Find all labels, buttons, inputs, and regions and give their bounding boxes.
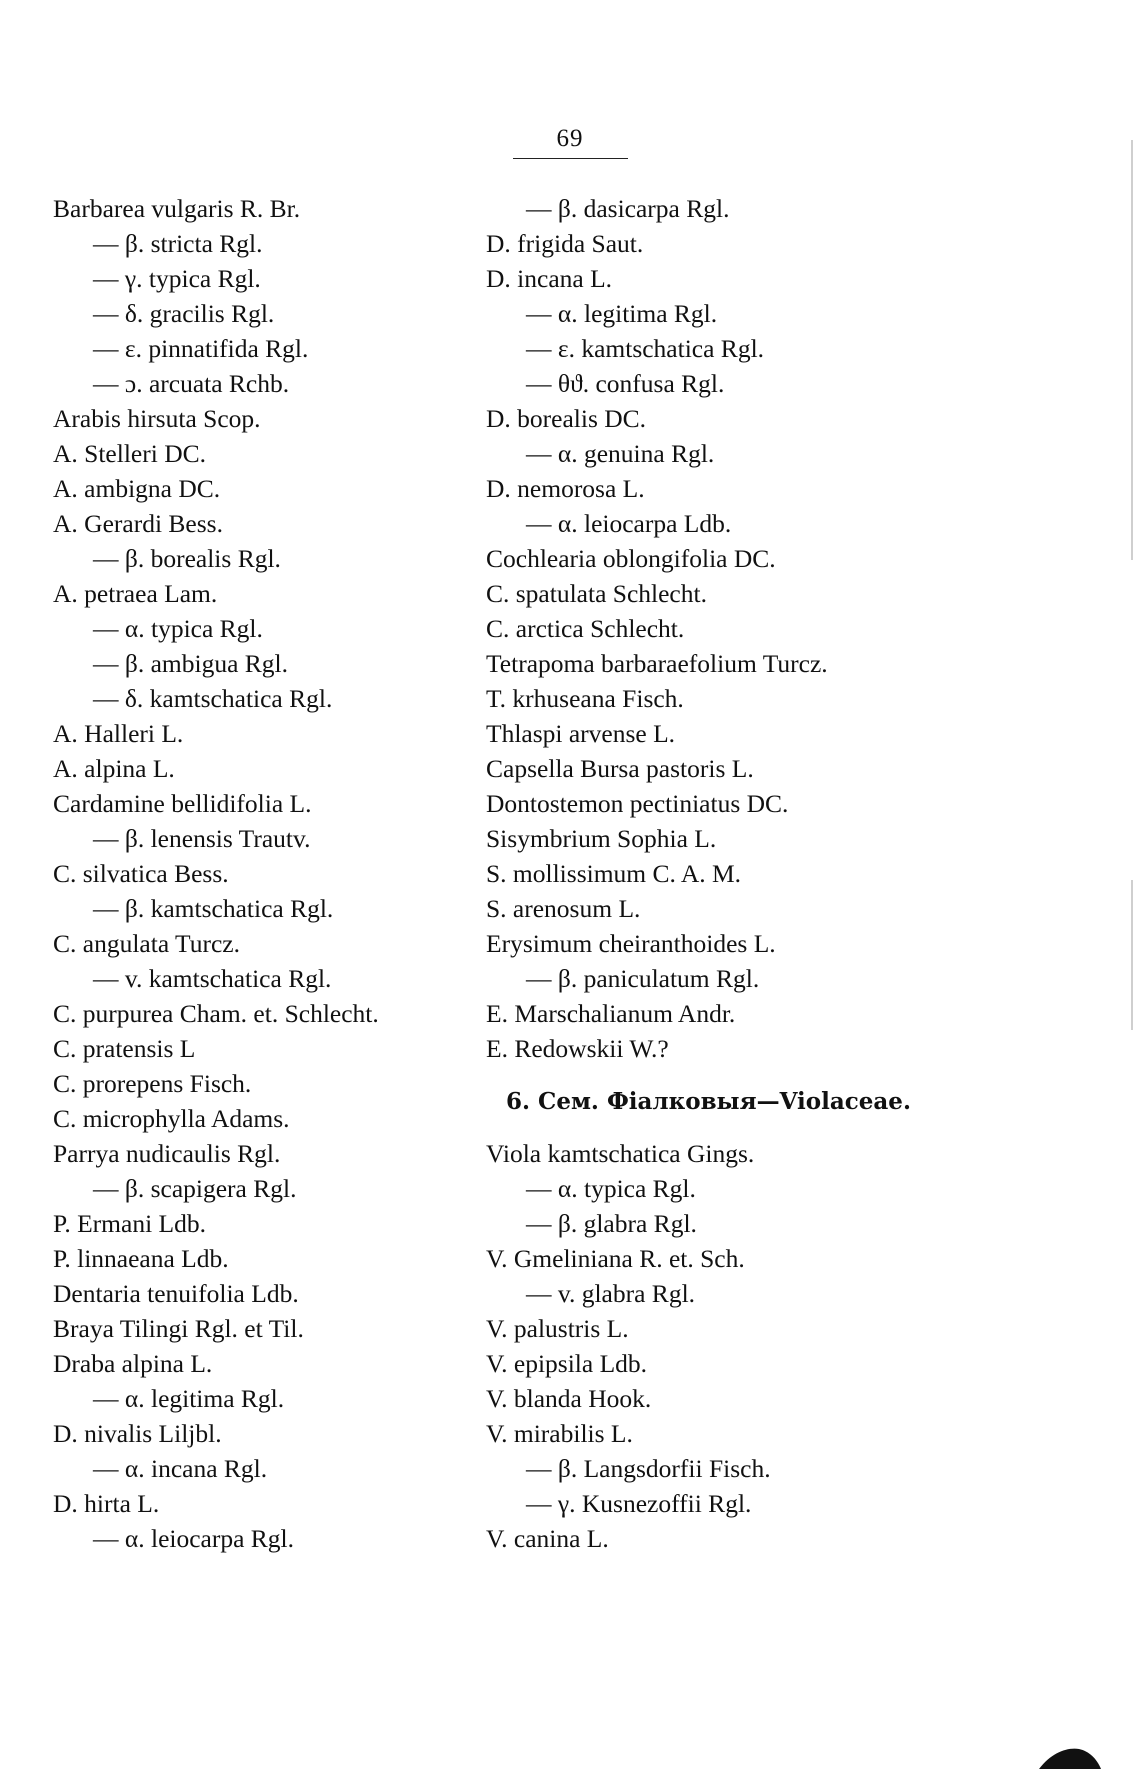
variety-entry: — α. leiocarpa Rgl. — [93, 1524, 295, 1553]
variety-entry: — β. borealis Rgl. — [93, 544, 281, 573]
left-column — [53, 191, 473, 1556]
species-entry: C. pratensis L — [53, 1034, 196, 1063]
species-entry: S. arenosum L. — [486, 894, 641, 923]
species-entry: Thlaspi arvense L. — [486, 719, 676, 748]
species-entry: D. nemorosa L. — [486, 474, 645, 503]
species-entry: Tetrapoma barbaraefolium Turcz. — [486, 649, 828, 678]
variety-entry: — δ. gracilis Rgl. — [93, 299, 275, 328]
variety-entry: — ε. kamtschatica Rgl. — [526, 334, 765, 363]
species-entry: V. blanda Hook. — [486, 1384, 652, 1413]
species-entry: A. Stelleri DC. — [53, 439, 206, 468]
species-entry: A. Halleri L. — [53, 719, 184, 748]
margin-scan-line — [1131, 880, 1133, 1030]
family-heading: 6. Сем. Фіалковыя—Violaceae. — [506, 1088, 911, 1115]
variety-entry: — β. ambigua Rgl. — [93, 649, 288, 678]
variety-entry: — α. legitima Rgl. — [526, 299, 718, 328]
species-entry: Braya Tilingi Rgl. et Til. — [53, 1314, 304, 1343]
variety-entry: — β. Langsdorfii Fisch. — [526, 1454, 771, 1483]
variety-entry: — α. genuina Rgl. — [526, 439, 715, 468]
variety-entry: — γ. typica Rgl. — [93, 264, 261, 293]
variety-entry: — β. lenensis Trautv. — [93, 824, 311, 853]
page-number — [0, 124, 1140, 159]
species-entry: Draba alpina L. — [53, 1349, 213, 1378]
margin-scan-line — [1131, 140, 1133, 560]
species-entry: V. palustris L. — [486, 1314, 629, 1343]
species-entry: A. petraea Lam. — [53, 579, 218, 608]
species-entry: C. arctica Schlecht. — [486, 614, 685, 643]
species-entry: E. Redowskii W.? — [486, 1034, 669, 1063]
species-entry: S. mollissimum C. A. M. — [486, 859, 742, 888]
species-entry: A. ambigna DC. — [53, 474, 221, 503]
variety-entry: — β. glabra Rgl. — [526, 1209, 697, 1238]
variety-entry: — α. incana Rgl. — [93, 1454, 268, 1483]
species-entry: Cardamine bellidifolia L. — [53, 789, 312, 818]
species-entry: D. borealis DC. — [486, 404, 647, 433]
species-entry: Arabis hirsuta Scop. — [53, 404, 261, 433]
species-entry: P. Ermani Ldb. — [53, 1209, 206, 1238]
species-entry: Barbarea vulgaris R. Br. — [53, 194, 301, 223]
species-entry: V. canina L. — [486, 1524, 609, 1553]
species-entry: C. spatulata Schlecht. — [486, 579, 707, 608]
species-entry: Capsella Bursa pastoris L. — [486, 754, 754, 783]
species-entry: D. nivalis Liljbl. — [53, 1419, 222, 1448]
right-column — [486, 191, 1086, 1556]
variety-entry: — ɔ. arcuata Rchb. — [93, 369, 290, 398]
variety-entry: — δ. kamtschatica Rgl. — [93, 684, 333, 713]
species-entry: Cochlearia oblongifolia DC. — [486, 544, 776, 573]
species-entry: D. incana L. — [486, 264, 613, 293]
species-entry: Parrya nudicaulis Rgl. — [53, 1139, 281, 1168]
species-entry: C. silvatica Bess. — [53, 859, 229, 888]
variety-entry: — α. typica Rgl. — [93, 614, 263, 643]
variety-entry: — v. glabra Rgl. — [526, 1279, 696, 1308]
species-entry: P. linnaeana Ldb. — [53, 1244, 229, 1273]
species-entry: V. epipsila Ldb. — [486, 1349, 648, 1378]
variety-entry: — α. typica Rgl. — [526, 1174, 696, 1203]
variety-entry: — β. kamtschatica Rgl. — [93, 894, 334, 923]
page-number-text: 69 — [513, 124, 628, 159]
variety-entry: — β. dasicarpa Rgl. — [526, 194, 730, 223]
printer-ornament — [1037, 1747, 1101, 1769]
species-entry: Sisymbrium Sophia L. — [486, 824, 717, 853]
variety-entry: — γ. Kusnezoffii Rgl. — [526, 1489, 752, 1518]
variety-entry: — β. stricta Rgl. — [93, 229, 263, 258]
variety-entry: — v. kamtschatica Rgl. — [93, 964, 332, 993]
species-entry: C. prorepens Fisch. — [53, 1069, 252, 1098]
variety-entry: — α. legitima Rgl. — [93, 1384, 285, 1413]
species-entry: V. Gmeliniana R. et. Sch. — [486, 1244, 745, 1273]
variety-entry: — β. paniculatum Rgl. — [526, 964, 760, 993]
species-entry: A. Gerardi Bess. — [53, 509, 223, 538]
species-entry: C. microphylla Adams. — [53, 1104, 290, 1133]
species-entry: Dontostemon pectiniatus DC. — [486, 789, 789, 818]
variety-entry: — ε. pinnatifida Rgl. — [93, 334, 309, 363]
species-entry: D. hirta L. — [53, 1489, 160, 1518]
species-entry: T. krhuseana Fisch. — [486, 684, 684, 713]
variety-entry: — β. scapigera Rgl. — [93, 1174, 297, 1203]
species-entry: V. mirabilis L. — [486, 1419, 633, 1448]
variety-entry: — α. leiocarpa Ldb. — [526, 509, 732, 538]
species-entry: E. Marschalianum Andr. — [486, 999, 736, 1028]
species-entry: Erysimum cheiranthoides L. — [486, 929, 776, 958]
species-entry: C. purpurea Cham. et. Schlecht. — [53, 999, 379, 1028]
species-entry: Dentaria tenuifolia Ldb. — [53, 1279, 299, 1308]
species-entry: Viola kamtschatica Gings. — [486, 1139, 755, 1168]
species-entry: D. frigida Saut. — [486, 229, 644, 258]
species-entry: A. alpina L. — [53, 754, 175, 783]
variety-entry: — θϑ. confusa Rgl. — [526, 369, 725, 398]
species-entry: C. angulata Turcz. — [53, 929, 240, 958]
